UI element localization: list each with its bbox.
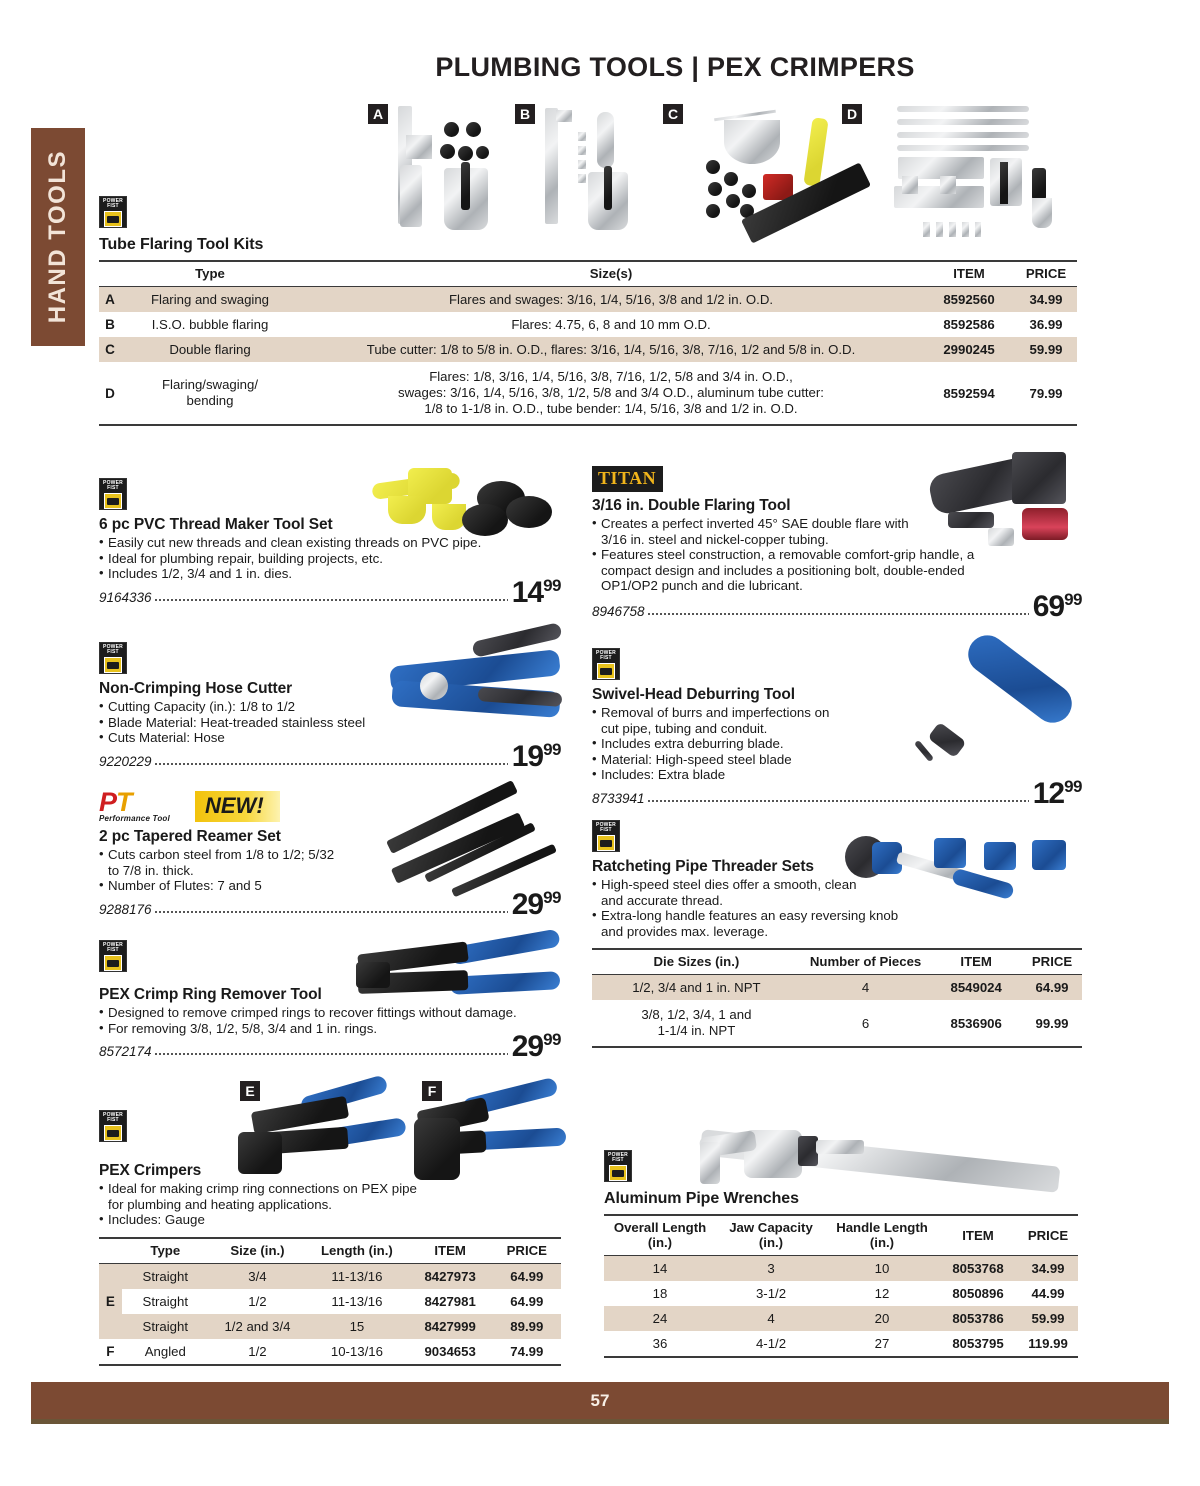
hero-d-rod-4 bbox=[897, 145, 1029, 151]
product-pipe-threader-sets bbox=[592, 820, 1082, 1048]
list-item: • Includes: Gauge bbox=[99, 1212, 561, 1228]
pipe-wrenches-table bbox=[604, 1214, 1078, 1358]
table-row: 14 3 10 8053768 34.99 bbox=[604, 1256, 1078, 1282]
product-double-flaring-tool bbox=[592, 466, 1082, 622]
product-title: PEX Crimpers bbox=[99, 1162, 202, 1179]
hero-b-top bbox=[556, 110, 572, 122]
list-item: • Ideal for plumbing repair, building projects, etc. bbox=[99, 551, 561, 567]
section-tube-flaring-tool-kits bbox=[99, 196, 1077, 426]
hero-a-die-2 bbox=[466, 122, 481, 137]
crimper-image-e bbox=[240, 1081, 260, 1101]
feature-list bbox=[99, 1181, 561, 1228]
fist-icon bbox=[597, 663, 615, 679]
hero-label-c: C bbox=[663, 104, 683, 124]
page-footer bbox=[31, 1382, 1169, 1424]
table-row: D Flaring/swaging/ bending Flares: 1/8, 3/16, 1/4, 5/16, 3/8, 7/16, 1/2, 5/8 and 3/4 in. O.D., swages: 3/16, 1/4, 5/16, 3/8, 1/2, 5/8 and 3/4 O.D., aluminum tube cutter: 1/8 to 1-1/8 in. O.D., tube bender: 1/4, 5/16, 3/8 and 1/2 in. O.D. 8592594 79.99 bbox=[99, 362, 1077, 425]
price: $12^{99}$ bbox=[1029, 777, 1082, 811]
feature-list bbox=[99, 535, 561, 582]
table-row: C Double flaring Tube cutter: 1/8 to 5/8 in. O.D., flares: 3/16, 1/4, 5/16, 3/8, 7/16, 1/2 and 5/8 in. O.D. 2990245 59.99 bbox=[99, 337, 1077, 362]
new-badge: NEW! bbox=[195, 791, 280, 822]
product-pex-crimpers bbox=[99, 1110, 561, 1366]
table-row: B I.S.O. bubble flaring Flares: 4.75, 6, 8 and 10 mm O.D. 8592586 36.99 bbox=[105, 317, 1063, 332]
list-item: • Includes extra deburring blade. bbox=[592, 736, 1082, 752]
hero-label-d: D bbox=[842, 104, 862, 124]
col-letter bbox=[99, 1238, 122, 1264]
table-row: Straight 1/2 11-13/16 8427981 64.99 bbox=[142, 1293, 544, 1309]
hero-c-yellow-handle bbox=[803, 117, 828, 187]
col-type: Type bbox=[150, 1242, 181, 1258]
list-item: • Easily cut new threads and clean existing threads on PVC pipe. bbox=[99, 535, 561, 551]
col-price: PRICE bbox=[506, 1242, 547, 1258]
hero-a-yoke bbox=[406, 135, 432, 159]
pipe-threader-table bbox=[592, 948, 1082, 1048]
list-item: • Cutting Capacity (in.): 1/8 to 1/2 bbox=[99, 699, 561, 715]
leader-dots bbox=[99, 763, 561, 765]
feature-list bbox=[99, 699, 561, 746]
power-fist-logo-icon: POWER FIST bbox=[99, 1110, 127, 1142]
list-item: • Designed to remove crimped rings to recover fittings without damage. bbox=[99, 1005, 561, 1021]
col-sizes: Size(s) bbox=[589, 266, 633, 281]
hero-label-a: A bbox=[368, 104, 388, 124]
hero-image-c bbox=[663, 104, 683, 124]
col-jaw-capacity: Jaw Capacity (in.) bbox=[729, 1220, 813, 1250]
col-die-sizes: Die Sizes (in.) bbox=[653, 954, 740, 970]
list-item: • Blade Material: Heat-treaded stainless steel bbox=[99, 715, 561, 731]
col-letter bbox=[99, 261, 121, 287]
power-fist-logo-icon: POWER FIST bbox=[99, 478, 127, 510]
feature-list bbox=[592, 516, 1082, 594]
power-fist-logo-icon: POWER FIST bbox=[592, 648, 620, 680]
feature-list bbox=[99, 847, 561, 894]
hero-d-clamp-2 bbox=[940, 176, 956, 194]
hero-image-b bbox=[515, 104, 535, 124]
hero-d-rod-2 bbox=[897, 119, 1029, 125]
col-price: PRICE bbox=[1025, 266, 1067, 281]
hero-a-die-1 bbox=[444, 122, 459, 137]
product-title: Non-Crimping Hose Cutter bbox=[99, 680, 293, 697]
table-row: A Flaring and swaging Flares and swages: 3/16, 1/4, 5/16, 3/8 and 1/2 in. O.D. 8592560 34.99 bbox=[99, 287, 1077, 313]
sku-number: 9288176 bbox=[99, 901, 152, 917]
list-item: • Includes 1/2, 3/4 and 1 in. dies. bbox=[99, 566, 561, 582]
price-row bbox=[592, 776, 1082, 810]
crimper-label-f: F bbox=[422, 1081, 442, 1101]
table-row: F Angled 1/2 10-13/16 9034653 74.99 bbox=[99, 1339, 561, 1365]
list-item: • Features steel construction, a removable comfort-grip handle, a compact design and includes a positioning bolt, double-ended OP1/OP2 punch and die lubricant. bbox=[592, 547, 992, 594]
hero-c-die-3 bbox=[708, 182, 722, 196]
pex-crimpers-table bbox=[99, 1237, 561, 1366]
product-title: 2 pc Tapered Reamer Set bbox=[99, 828, 281, 845]
sidebar-category-label: HAND TOOLS bbox=[44, 150, 71, 324]
table-row: 36 4-1/2 27 8053795 119.99 bbox=[604, 1331, 1078, 1357]
list-item: • Cuts Material: Hose bbox=[99, 730, 561, 746]
product-title: Aluminum Pipe Wrenches bbox=[604, 1190, 799, 1207]
col-overall-length: Overall Length (in.) bbox=[613, 1220, 707, 1250]
list-item: • Number of Flutes: 7 and 5 bbox=[99, 878, 561, 894]
hero-b-link bbox=[597, 112, 614, 168]
hero-a-die-4 bbox=[458, 146, 473, 161]
table-row: 1/2, 3/4 and 1 in. NPT 4 8549024 64.99 bbox=[592, 975, 1082, 1001]
power-fist-logo-icon: POWER FIST bbox=[99, 940, 127, 972]
page-number: 57 bbox=[590, 1390, 610, 1410]
table-row: E Straight 3/4 11-13/16 8427973 64.99 bbox=[99, 1263, 561, 1289]
col-item: ITEM bbox=[960, 954, 992, 970]
leader-dots bbox=[99, 911, 561, 913]
product-title: 6 pc PVC Thread Maker Tool Set bbox=[99, 516, 333, 533]
feature-list bbox=[592, 877, 1082, 939]
col-item: ITEM bbox=[434, 1242, 466, 1258]
power-fist-logo-icon: POWER FIST bbox=[604, 1150, 632, 1182]
leader-dots bbox=[99, 599, 561, 601]
table-row: 24 4 20 8053786 59.99 bbox=[604, 1306, 1078, 1331]
col-pieces: Number of Pieces bbox=[809, 954, 922, 970]
performance-tool-logo-icon: PT Performance Tool bbox=[99, 787, 170, 823]
price: $29^{99}$ bbox=[508, 1030, 561, 1064]
col-item: ITEM bbox=[962, 1227, 994, 1243]
list-item: • Extra-long handle features an easy reversing knob and provides max. leverage. bbox=[592, 908, 912, 939]
power-fist-logo-icon: POWER FIST bbox=[99, 196, 127, 228]
sku-number: 9220229 bbox=[99, 753, 152, 769]
product-aluminum-pipe-wrenches bbox=[604, 1150, 1078, 1358]
hero-image-a bbox=[368, 104, 388, 124]
fist-icon bbox=[104, 493, 122, 509]
price: $29^{99}$ bbox=[508, 888, 561, 922]
table-row: Straight 1/2 and 3/4 15 8427999 89.99 bbox=[99, 1314, 561, 1339]
product-hose-cutter bbox=[99, 642, 561, 772]
product-title: Swivel-Head Deburring Tool bbox=[592, 686, 795, 703]
hero-d-clamp-1 bbox=[902, 176, 918, 194]
list-item: • Creates a perfect inverted 45° SAE double flare with 3/16 in. steel and nickel-copper tubing. bbox=[592, 516, 932, 547]
hero-c-die-2 bbox=[724, 172, 738, 186]
sidebar-category-tab bbox=[31, 128, 85, 346]
price: $69^{99}$ bbox=[1029, 590, 1082, 624]
product-deburring-tool bbox=[592, 648, 1082, 809]
product-pvc-thread-maker bbox=[99, 478, 561, 608]
price-row bbox=[99, 739, 561, 773]
feature-list bbox=[99, 1005, 561, 1036]
list-item: • Includes: Extra blade bbox=[592, 767, 1082, 783]
price: $19^{99}$ bbox=[508, 740, 561, 774]
table-row: 18 3-1/2 12 8050896 44.99 bbox=[652, 1286, 1065, 1301]
hero-b-punch-2 bbox=[578, 146, 586, 155]
hero-d-rod-3 bbox=[897, 132, 1029, 138]
sku-number: 8733941 bbox=[592, 790, 645, 806]
price-row bbox=[592, 589, 1082, 623]
list-item: • Ideal for making crimp ring connections on PEX pipe for plumbing and heating applications. bbox=[99, 1181, 429, 1212]
price-row bbox=[99, 887, 561, 921]
hero-b-punch-3 bbox=[578, 160, 586, 169]
col-item: ITEM bbox=[953, 266, 985, 281]
power-fist-logo-icon: POWER FIST bbox=[592, 820, 620, 852]
fist-icon bbox=[104, 657, 122, 673]
leader-dots bbox=[592, 800, 1082, 802]
fist-icon bbox=[104, 211, 122, 227]
price: $14^{99}$ bbox=[508, 576, 561, 610]
leader-dots bbox=[592, 613, 1082, 615]
col-price: PRICE bbox=[1031, 954, 1073, 970]
product-title: 3/16 in. Double Flaring Tool bbox=[592, 497, 791, 514]
page-title: PLUMBING TOOLS | PEX CRIMPERS bbox=[435, 52, 915, 82]
leader-dots bbox=[99, 1053, 561, 1055]
list-item: • Removal of burrs and imperfections on cut pipe, tubing and conduit. bbox=[592, 705, 847, 736]
fist-icon bbox=[597, 835, 615, 851]
hero-label-b: B bbox=[515, 104, 535, 124]
hero-a-die-3 bbox=[440, 144, 455, 159]
list-item: • Cuts carbon steel from 1/8 to 1/2; 5/32 to 7/8 in. thick. bbox=[99, 847, 339, 878]
tube-flaring-table bbox=[99, 260, 1077, 426]
price-row bbox=[99, 1030, 561, 1064]
hero-c-clamp bbox=[724, 120, 780, 164]
col-price: PRICE bbox=[1027, 1227, 1069, 1243]
col-type: Type bbox=[195, 266, 225, 281]
price-row bbox=[99, 575, 561, 609]
sku-number: 8946758 bbox=[592, 603, 645, 619]
titan-logo-icon: TITAN bbox=[592, 466, 663, 492]
crimper-image-f bbox=[422, 1081, 442, 1101]
tube-flaring-heading: Tube Flaring Tool Kits bbox=[99, 236, 264, 253]
power-fist-logo-icon: POWER FIST bbox=[99, 642, 127, 674]
list-item: • For removing 3/8, 1/2, 5/8, 3/4 and 1 in. rings. bbox=[99, 1021, 561, 1037]
product-title: PEX Crimp Ring Remover Tool bbox=[99, 986, 322, 1003]
hero-d-rod-1 bbox=[897, 106, 1029, 112]
col-size: Size (in.) bbox=[230, 1242, 285, 1258]
list-item: • Material: High-speed steel blade bbox=[592, 752, 1082, 768]
product-crimp-ring-remover bbox=[99, 940, 561, 1062]
list-item: • High-speed steel dies offer a smooth, clean and accurate thread. bbox=[592, 877, 882, 908]
fist-icon bbox=[609, 1165, 627, 1181]
hero-a-die-5 bbox=[476, 146, 489, 159]
crimper-label-e: E bbox=[240, 1081, 260, 1101]
product-tapered-reamer-set bbox=[99, 787, 561, 921]
hero-image-d bbox=[842, 104, 862, 124]
table-row: 3/8, 1/2, 3/4, 1 and 1-1/4 in. NPT 6 8536906 99.99 bbox=[592, 1000, 1082, 1047]
col-length: Length (in.) bbox=[321, 1242, 393, 1258]
product-title: Ratcheting Pipe Threader Sets bbox=[592, 858, 814, 875]
hero-c-die-1 bbox=[706, 160, 720, 174]
sku-number: 9164336 bbox=[99, 589, 152, 605]
hero-b-punch-1 bbox=[578, 132, 586, 141]
hero-b-punch-4 bbox=[578, 174, 586, 183]
fist-icon bbox=[104, 1125, 122, 1141]
feature-list bbox=[592, 705, 1082, 783]
col-handle-length: Handle Length (in.) bbox=[836, 1220, 928, 1250]
sku-number: 8572174 bbox=[99, 1044, 152, 1060]
fist-icon bbox=[104, 955, 122, 971]
